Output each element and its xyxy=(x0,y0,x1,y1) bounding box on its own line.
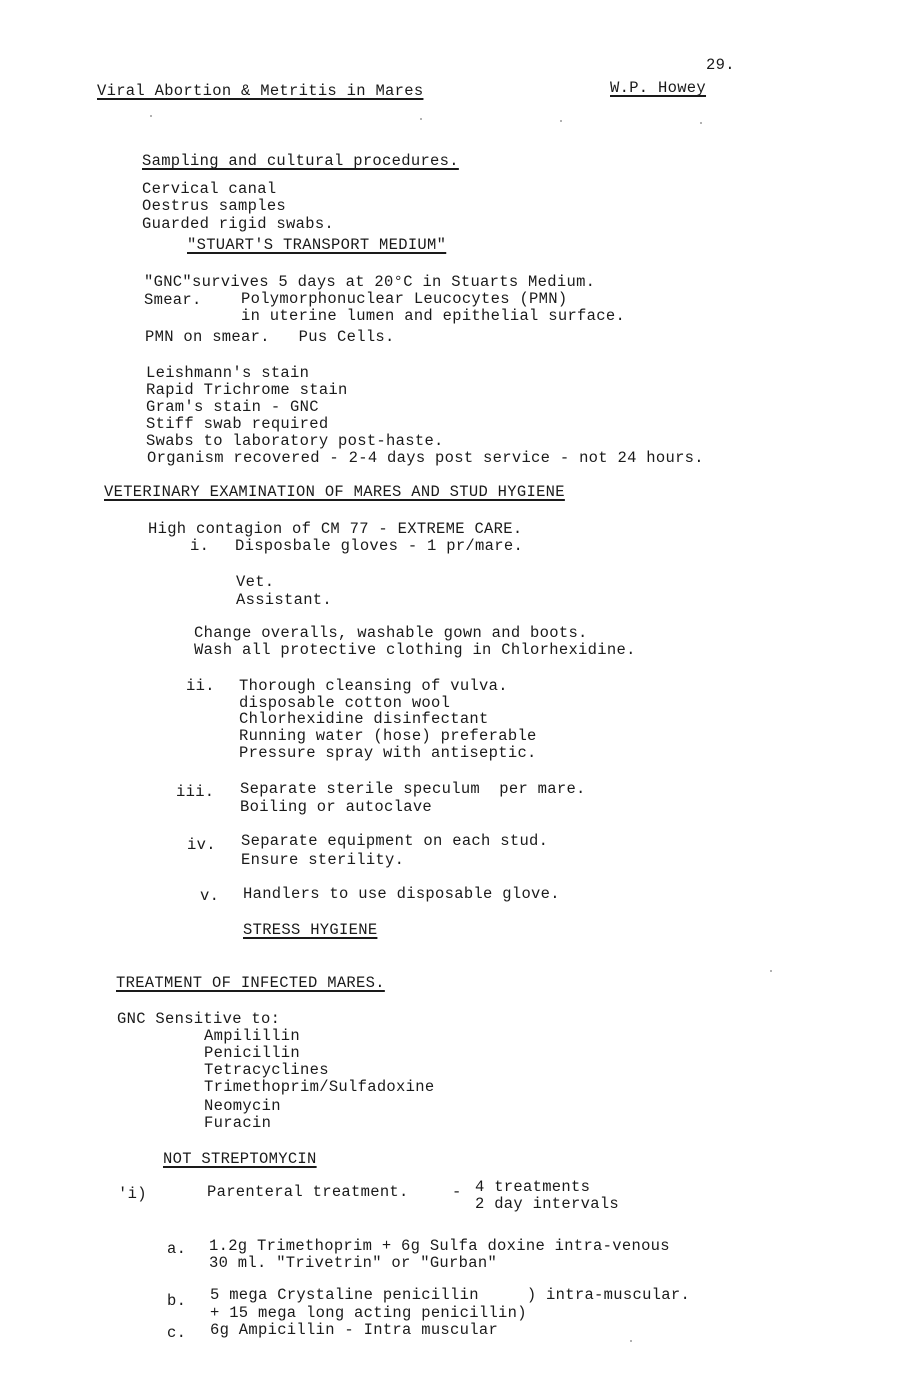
sampling-line: Cervical canal xyxy=(142,180,277,198)
drug-item: Trimethoprim/Sulfadoxine xyxy=(204,1078,435,1096)
document-author: W.P. Howey xyxy=(610,79,707,97)
item-line: Thorough cleansing of vulva. xyxy=(239,677,508,695)
scan-speck xyxy=(420,118,422,120)
scan-speck xyxy=(630,1340,632,1342)
drug-item: Furacin xyxy=(204,1114,272,1132)
item-line: disposable cotton wool xyxy=(239,694,451,712)
option-letter: c. xyxy=(167,1324,187,1342)
transport-medium-heading: "STUART'S TRANSPORT MEDIUM" xyxy=(187,236,447,254)
smear-line: Polymorphonuclear Leucocytes (PMN) xyxy=(241,290,568,308)
document-title: Viral Abortion & Metritis in Mares xyxy=(97,82,424,100)
drug-item: Penicillin xyxy=(204,1044,301,1062)
item-number: iii. xyxy=(176,783,215,801)
item-line: Disposbale gloves - 1 pr/mare. xyxy=(235,537,524,555)
item-line: Separate equipment on each stud. xyxy=(241,832,549,850)
item-line: Separate sterile speculum per mare. xyxy=(240,780,586,798)
smear-line: in uterine lumen and epithelial surface. xyxy=(241,307,626,325)
parenteral-label: Parenteral treatment. xyxy=(207,1183,409,1201)
scan-speck xyxy=(770,970,772,972)
item-line: Wash all protective clothing in Chlorhexidine. xyxy=(194,641,636,659)
section-heading-treatment: TREATMENT OF INFECTED MARES. xyxy=(116,974,385,992)
scan-speck xyxy=(560,120,562,122)
item-line: Vet. xyxy=(236,573,275,591)
not-streptomycin-heading: NOT STREPTOMYCIN xyxy=(163,1150,317,1168)
option-line: 6g Ampicillin - Intra muscular xyxy=(210,1321,499,1339)
item-line: Ensure sterility. xyxy=(241,851,405,869)
option-letter: b. xyxy=(167,1292,187,1310)
option-line: 5 mega Crystaline penicillin ) intra-muscular. xyxy=(210,1286,691,1304)
stain-line: Stiff swab required xyxy=(146,415,329,433)
sampling-line: Guarded rigid swabs. xyxy=(142,215,335,233)
schedule-line: 4 treatments xyxy=(475,1178,591,1196)
stain-line: Rapid Trichrome stain xyxy=(146,381,348,399)
item-number: i. xyxy=(190,537,210,555)
stain-line: Gram's stain - GNC xyxy=(146,398,319,416)
item-line: Handlers to use disposable glove. xyxy=(243,885,560,903)
stain-line: Organism recovered - 2-4 days post service - not 24 hours. xyxy=(147,449,704,467)
drug-item: Ampilillin xyxy=(204,1027,301,1045)
sampling-line: Oestrus samples xyxy=(142,197,287,215)
parenteral-dash: - xyxy=(452,1183,462,1201)
schedule-line: 2 day intervals xyxy=(475,1195,620,1213)
item-number: iv. xyxy=(187,836,216,854)
pmn-line: PMN on smear. Pus Cells. xyxy=(145,328,395,346)
drug-item: Tetracyclines xyxy=(204,1061,329,1079)
item-line: Assistant. xyxy=(236,591,333,609)
sensitive-label: GNC Sensitive to: xyxy=(117,1010,281,1028)
item-number: ii. xyxy=(186,677,215,695)
scan-speck xyxy=(700,122,702,124)
section-heading-vet-exam: VETERINARY EXAMINATION OF MARES AND STUD HYGIENE xyxy=(104,483,565,501)
section-heading-sampling: Sampling and cultural procedures. xyxy=(142,152,459,170)
item-number: v. xyxy=(200,887,220,905)
gnc-survival-line: "GNC"survives 5 days at 20°C in Stuarts Medium. xyxy=(144,273,596,291)
drug-item: Neomycin xyxy=(204,1097,281,1115)
item-line: Change overalls, washable gown and boots. xyxy=(194,624,588,642)
option-line: 30 ml. "Trivetrin" or "Gurban" xyxy=(209,1254,498,1272)
item-line: Running water (hose) preferable xyxy=(239,727,537,745)
stain-line: Swabs to laboratory post-haste. xyxy=(146,432,444,450)
option-line: + 15 mega long acting penicillin) xyxy=(210,1304,527,1322)
scan-speck xyxy=(150,115,152,117)
stain-line: Leishmann's stain xyxy=(146,364,310,382)
item-line: Chlorhexidine disinfectant xyxy=(239,710,489,728)
contagion-line: High contagion of CM 77 - EXTREME CARE. xyxy=(148,520,523,538)
stress-hygiene-heading: STRESS HYGIENE xyxy=(243,921,378,939)
item-line: Pressure spray with antiseptic. xyxy=(239,744,537,762)
smear-label: Smear. xyxy=(144,291,202,309)
option-line: 1.2g Trimethoprim + 6g Sulfa doxine intra-venous xyxy=(209,1237,670,1255)
item-line: Boiling or autoclave xyxy=(240,798,433,816)
page-number: 29. xyxy=(706,56,735,74)
item-number: 'i) xyxy=(118,1185,147,1203)
option-letter: a. xyxy=(167,1240,187,1258)
